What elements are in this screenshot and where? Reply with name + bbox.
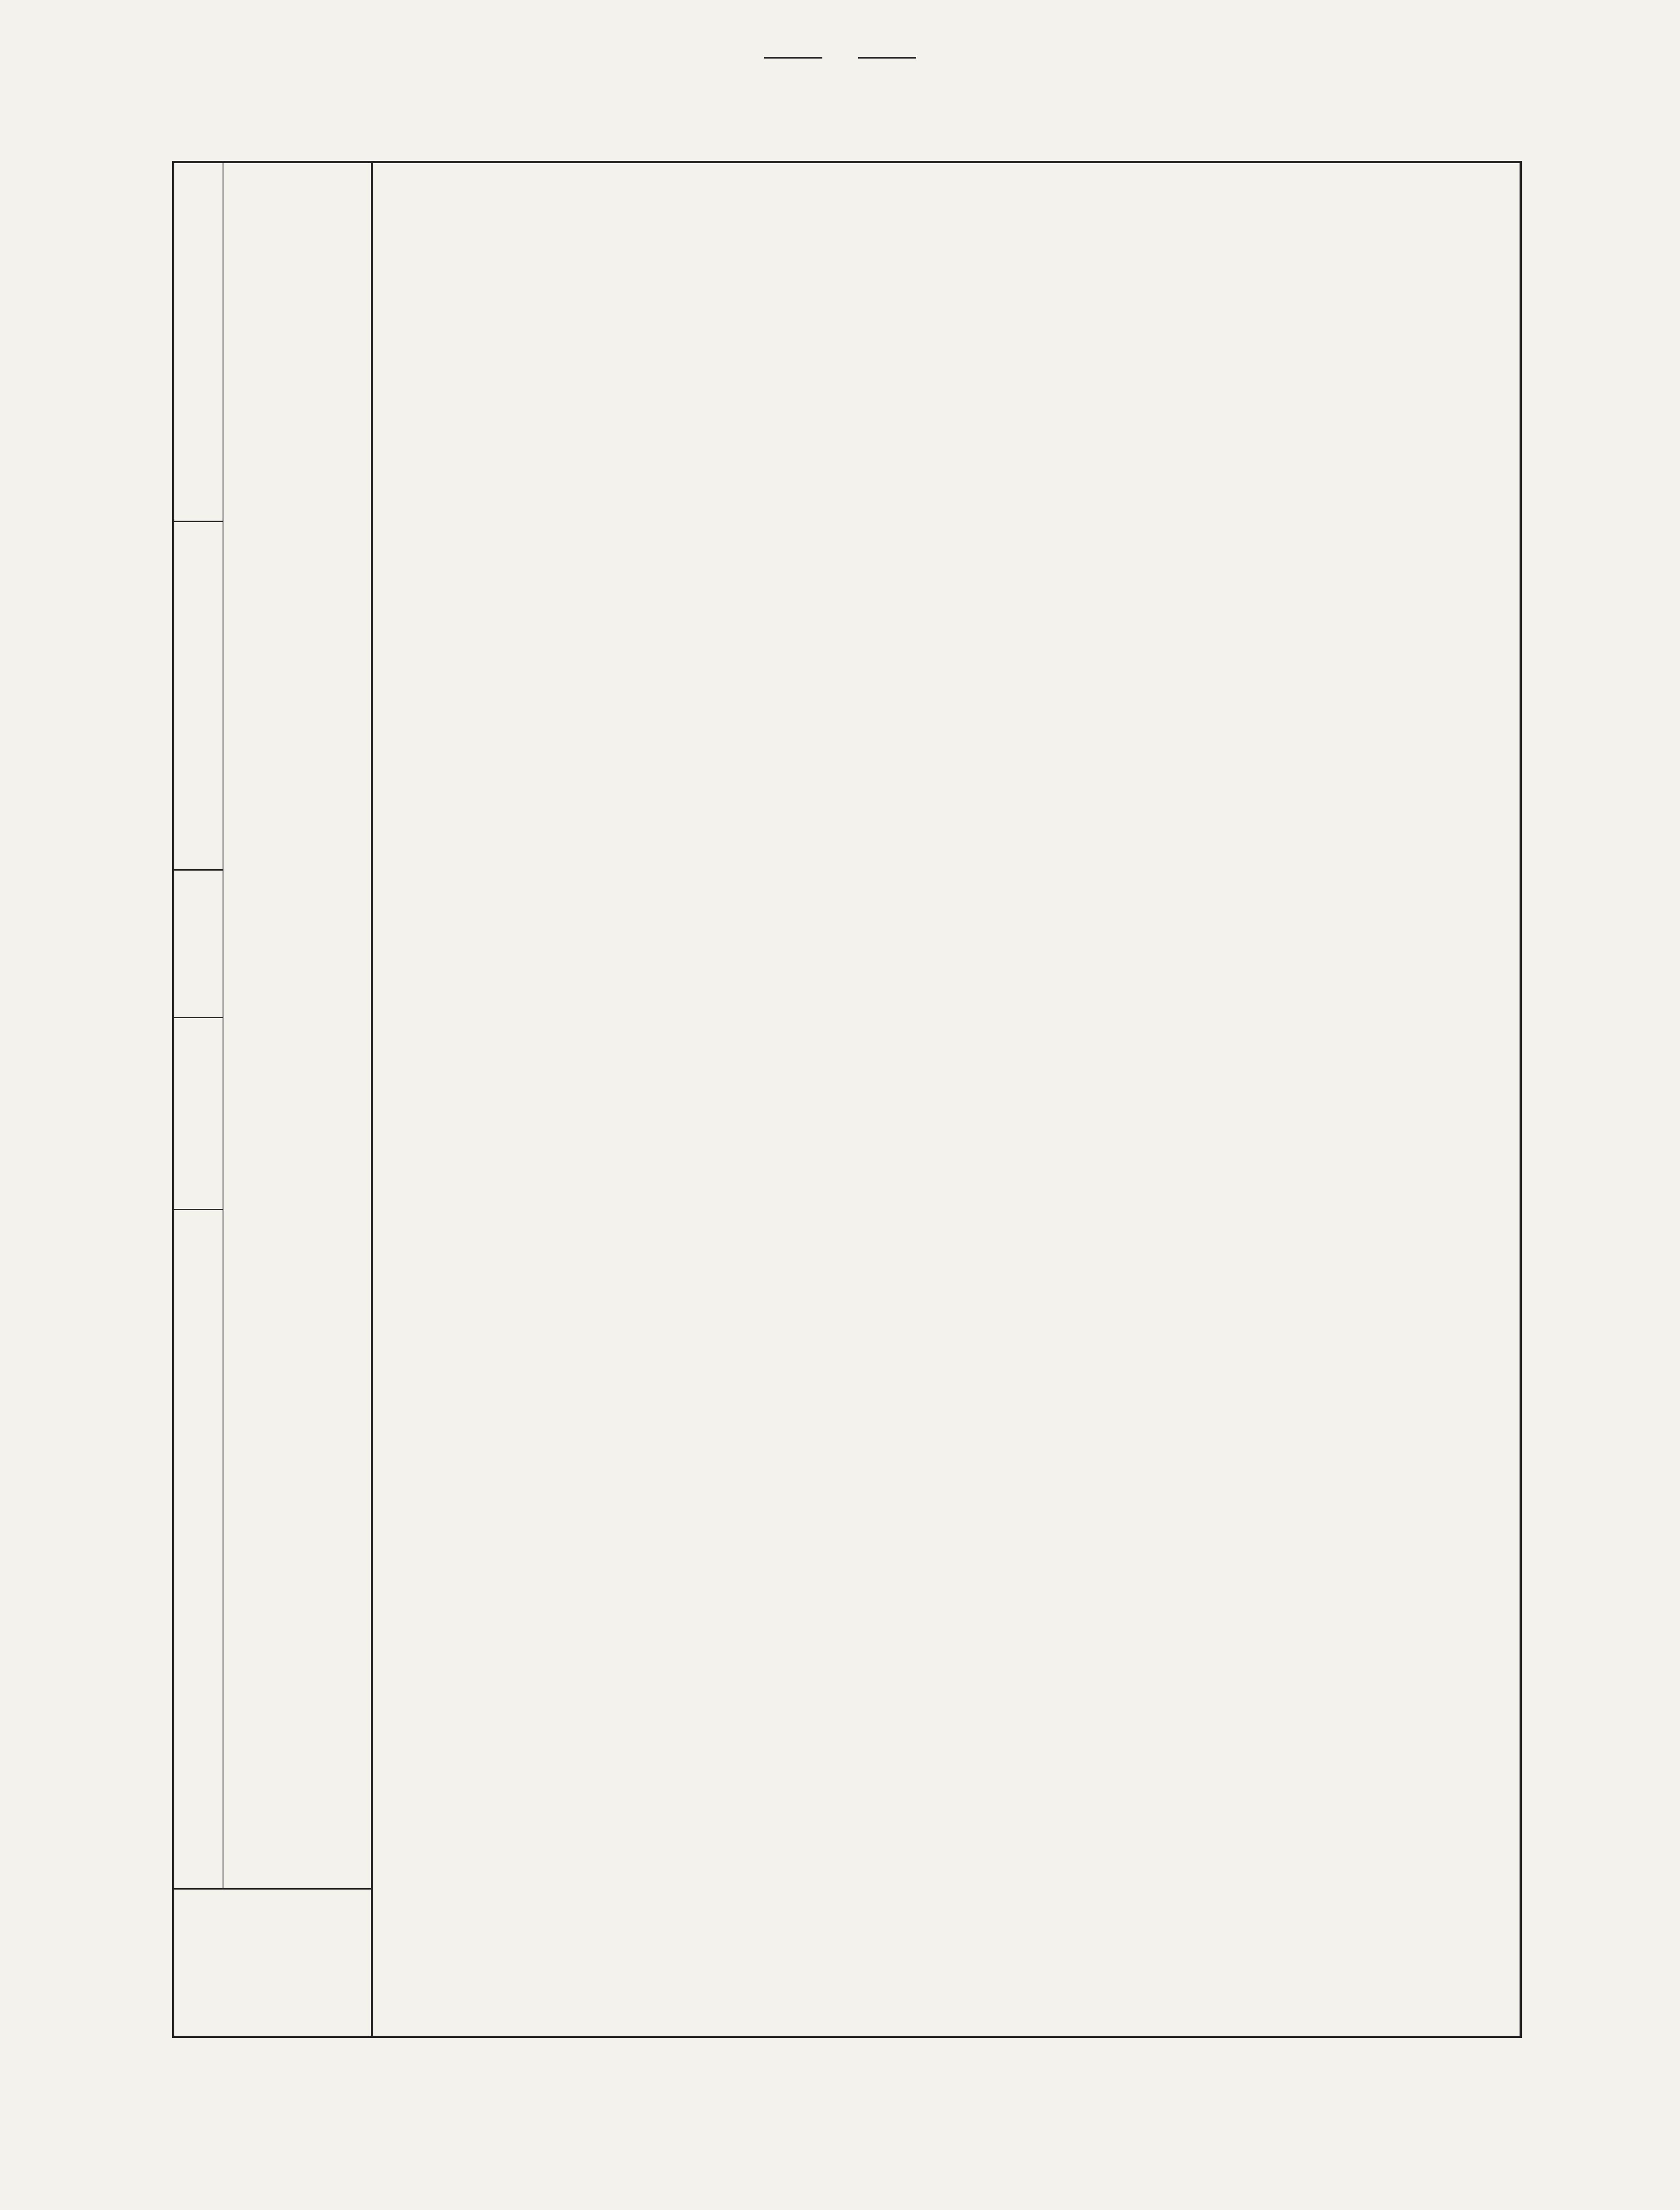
- header-lufttemperatur: [174, 1209, 223, 1888]
- header-bewoelkung: [174, 1017, 223, 1209]
- header-monat: [174, 1888, 371, 2036]
- table-header: [174, 163, 373, 2036]
- page-number: [0, 42, 1680, 69]
- climate-table: [172, 161, 1522, 2038]
- header-zahl-der-tage: [174, 521, 223, 869]
- header-wind: [174, 163, 223, 521]
- header-niederschlag: [174, 869, 223, 1017]
